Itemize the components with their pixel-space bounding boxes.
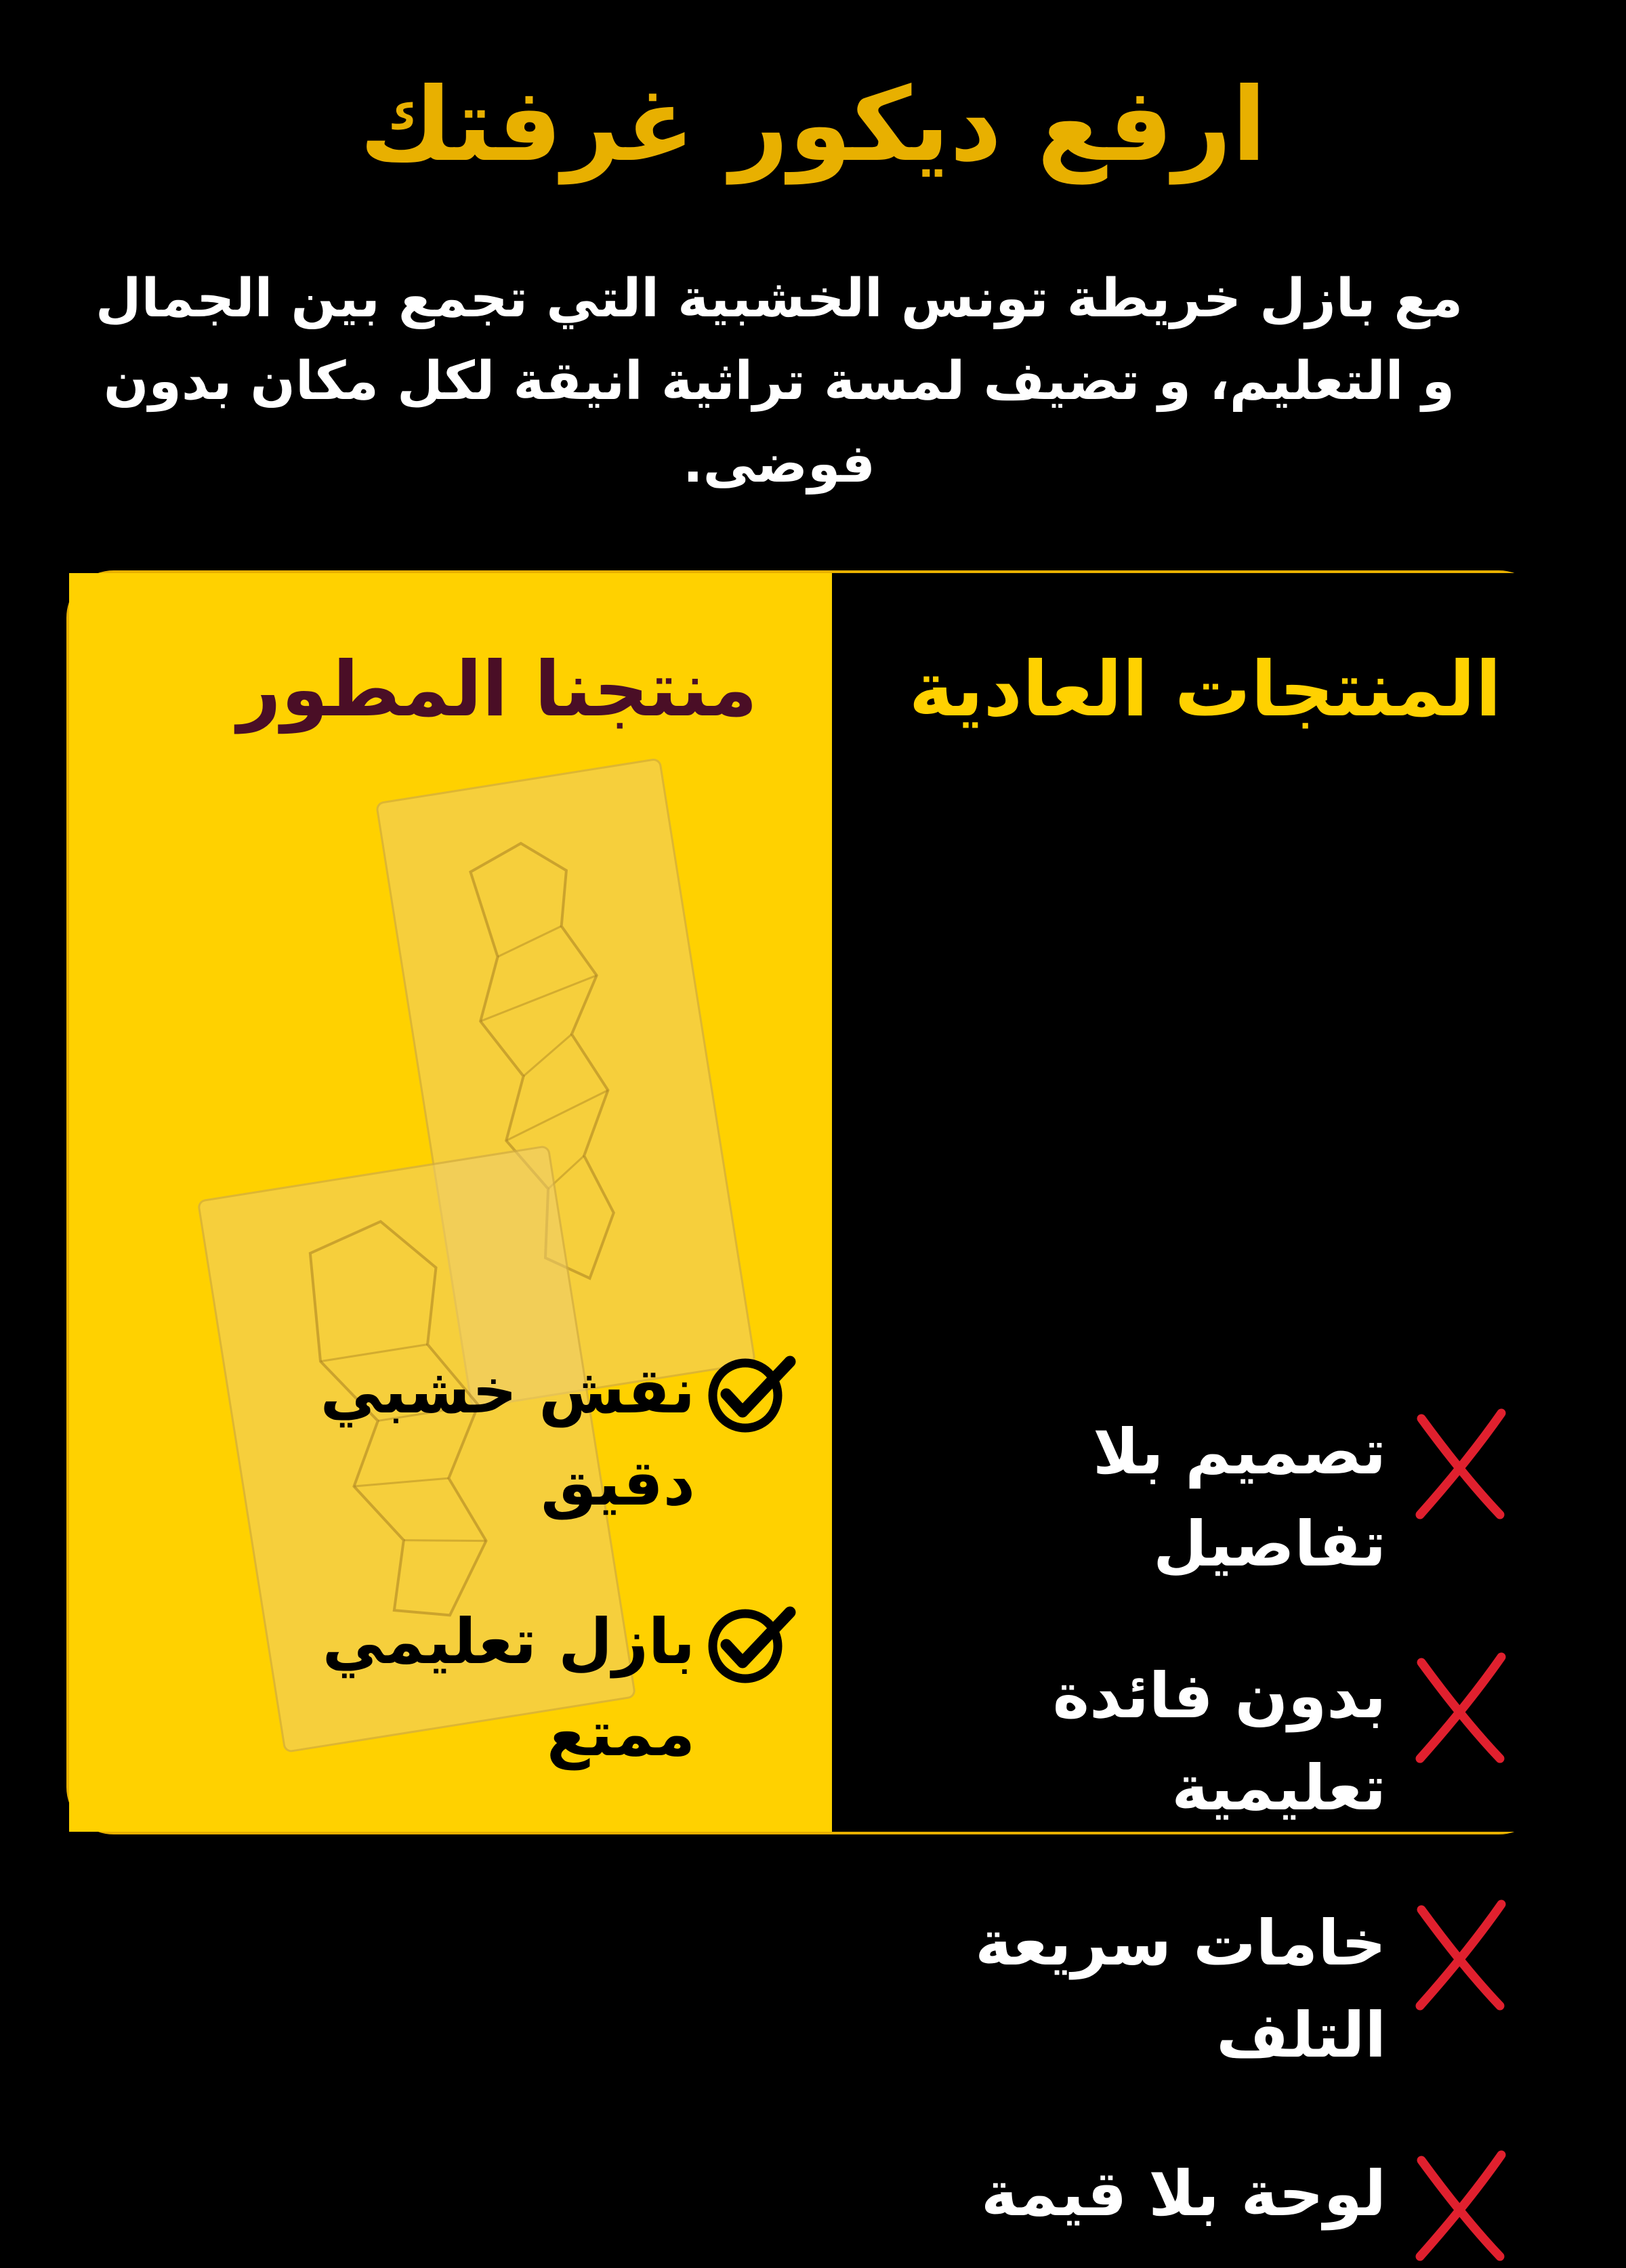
- our-feature-text: بازل تعليمي ممتع: [322, 1605, 695, 1770]
- our-feature-item: [320, 2084, 798, 2268]
- regular-products-column: [832, 573, 1549, 2230]
- our-feature-text: ديكور تراثي أنيق: [337, 1848, 695, 2013]
- our-product-title: منتجنا المطور: [237, 646, 757, 734]
- red-x-icon: [1413, 1897, 1508, 2013]
- our-feature-item: [337, 1839, 798, 2023]
- our-feature-item: [322, 1596, 798, 1780]
- check-circle-icon: [703, 1839, 798, 1933]
- our-feature-text: نقش خشبي دقيق: [320, 1355, 695, 1519]
- check-circle-icon: [703, 1345, 798, 1440]
- our-feature-item: [320, 1345, 798, 1530]
- regular-drawback-item: [1053, 1650, 1508, 1834]
- headline: ارفع ديكور غرفتك: [359, 66, 1267, 184]
- subtitle: مع بازل خريطة تونس الخشبية التي تجمع بين الجمال و التعليم، و تضيف لمسة تراثية انيقة لكل مكان بدون فوضى.: [95, 268, 1463, 495]
- red-x-icon: [1413, 2148, 1508, 2263]
- regular-drawback-item: [981, 2148, 1508, 2263]
- regular-drawback-text: لوحة بلا قيمة: [980, 2158, 1386, 2230]
- check-circle-icon: [703, 1596, 798, 1691]
- red-x-icon: [1413, 1650, 1508, 1765]
- regular-drawback-text: تصميم بلا تفاصيل: [1092, 1416, 1386, 1580]
- regular-drawback-item: [1093, 1406, 1508, 1591]
- regular-drawback-text: خامات سريعة التلف: [975, 1907, 1386, 2072]
- our-product-column: [69, 573, 832, 2258]
- regular-drawback-text: بدون فائدة تعليمية: [1052, 1660, 1386, 1824]
- our-feature-text: هدية تونسية فريدة: [320, 2093, 695, 2258]
- check-circle-icon: [703, 2084, 798, 2179]
- red-x-icon: [1413, 1406, 1508, 1521]
- regular-drawback-item: [975, 1897, 1508, 2082]
- regular-products-title: المنتجات العادية: [909, 646, 1501, 734]
- comparison-panel: [66, 570, 1546, 2258]
